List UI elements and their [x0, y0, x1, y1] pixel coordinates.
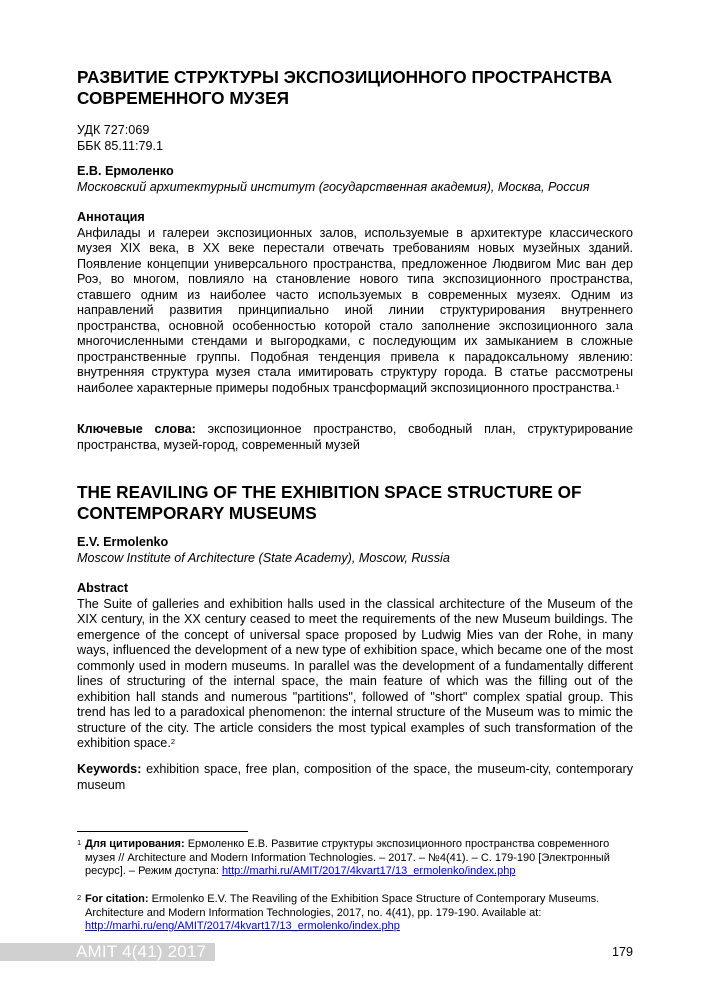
footnote-number-1: 1	[77, 838, 82, 847]
footnote-separator	[77, 831, 248, 832]
abstract-russian	[77, 210, 633, 396]
udk-code: УДК 727:069	[77, 123, 150, 137]
journal-issue-bar	[0, 943, 215, 961]
keywords-label-en: Keywords:	[77, 762, 142, 776]
author-block-russian	[77, 164, 590, 195]
footnote-number-2: 2	[77, 893, 82, 902]
abstract-english	[77, 581, 633, 752]
abstract-heading-ru: Аннотация	[77, 210, 145, 224]
title-english	[77, 482, 633, 524]
footnote-1	[77, 838, 633, 879]
title-russian	[77, 67, 633, 109]
author-name-ru: Е.В. Ермоленко	[77, 164, 174, 178]
author-block-english	[77, 535, 450, 566]
author-name-en: E.V. Ermolenko	[77, 535, 169, 549]
keywords-english	[77, 762, 633, 793]
abstract-body-ru	[77, 226, 633, 397]
title-en-line-2: CONTEMPORARY MUSEUMS	[77, 503, 317, 523]
footnote-text-1: Ермоленко Е.В. Развитие структуры экспозиционного пространства современного музея // Architecture and Modern Information Technologies. – 2017. – №4(41). – С. 179-190 [Электронный ресурс]. – Режим доступа:	[85, 838, 610, 877]
footnote-2	[77, 893, 633, 934]
footnote-label-1: Для цитирования:	[85, 838, 185, 850]
footnote-label-2: For citation:	[85, 893, 149, 905]
author-affiliation-en: Moscow Institute of Architecture (State Academy), Moscow, Russia	[77, 550, 450, 565]
title-ru-line-1: РАЗВИТИЕ СТРУКТУРЫ ЭКСПОЗИЦИОННОГО ПРОСТРАНСТВА	[77, 67, 613, 87]
footnote-text-2: Ermolenko E.V. The Reaviling of the Exhibition Space Structure of Contemporary Museums. Architecture and Modern Information Technologies, 2017, no. 4(41), pp. 179-190. Available at:	[85, 893, 600, 919]
keywords-text-en: exhibition space, free plan, composition of the space, the museum-city, contemporary museum	[77, 762, 633, 792]
keywords-text-ru: экспозиционное пространство, свободный план, структурирование пространства, музей-город, современный музей	[77, 422, 633, 452]
footnote-ref-2[interactable]: 2	[170, 737, 175, 746]
title-ru-line-2: СОВРЕМЕННОГО МУЗЕЯ	[77, 88, 289, 108]
author-affiliation-ru: Московский архитектурный институт (государственная академия), Москва, Россия	[77, 179, 590, 194]
classification-codes	[77, 123, 163, 154]
keywords-label-ru: Ключевые слова:	[77, 422, 196, 436]
abstract-heading-en: Abstract	[77, 581, 129, 595]
footnote-link-2[interactable]: http://marhi.ru/eng/AMIT/2017/4kvart17/13_ermolenko/index.php	[85, 920, 400, 932]
abstract-text-ru: Анфилады и галереи экспозиционных залов, используемые в архитектуре классического музея XIX века, в XX веке перестали отвечать требованиям новых музейных зданий. Появление концепции универсального пространства, предложенное Людвигом Мис ван дер Роэ, во многом, повлияло на становление нового типа экспозиционного пространства, ставшего одним из наиболее часто используемых в современных музеях. Одним из направлений развития принципиально иной линии структурирования внутреннего пространства, основной особенностью которой стало заполнение экспозиционного зала многочисленными стендами и выгородками, с последующим их замыканием в сложные пространственные группы. Подобная тенденция привела к парадоксальному явлению: внутренняя структура музея стала имитировать структуру города. В статье рассмотрены наиболее характерные примеры подобных трансформаций экспозиционного пространства.	[77, 225, 633, 395]
page-number: 179	[612, 945, 634, 959]
keywords-russian	[77, 422, 633, 453]
abstract-text-en: The Suite of galleries and exhibition halls used in the classical architecture of the Museum of the XIX century, in the XX century ceased to meet the requirements of the new Museum buildings. The emergence of the concept of universal space proposed by Ludwig Mies van der Rohe, in many ways, influenced the development of a new type of exhibition space, which became one of the most commonly used in modern museums. In parallel was the development of a fundamentally different lines of structuring of the internal space, the main feature of which was the filling out of the exhibition hall stands and numerous "partitions", followed of "short" complex spatial group. This trend has led to a paradoxical phenomenon: the internal structure of the Museum was to mimic the structure of the city. The article considers the most typical examples of such transformation of the exhibition space.	[77, 596, 633, 750]
journal-issue-label: AMIT 4(41) 2017	[76, 942, 207, 961]
footnote-ref-1[interactable]: 1	[615, 381, 620, 391]
title-en-line-1: THE REAVILING OF THE EXHIBITION SPACE STRUCTURE OF	[77, 482, 582, 502]
footnote-link-1[interactable]: http://marhi.ru/AMIT/2017/4kvart17/13_ermolenko/index.php	[221, 865, 516, 877]
bbk-code: ББК 85.11:79.1	[77, 138, 163, 153]
abstract-body-en	[77, 597, 633, 752]
